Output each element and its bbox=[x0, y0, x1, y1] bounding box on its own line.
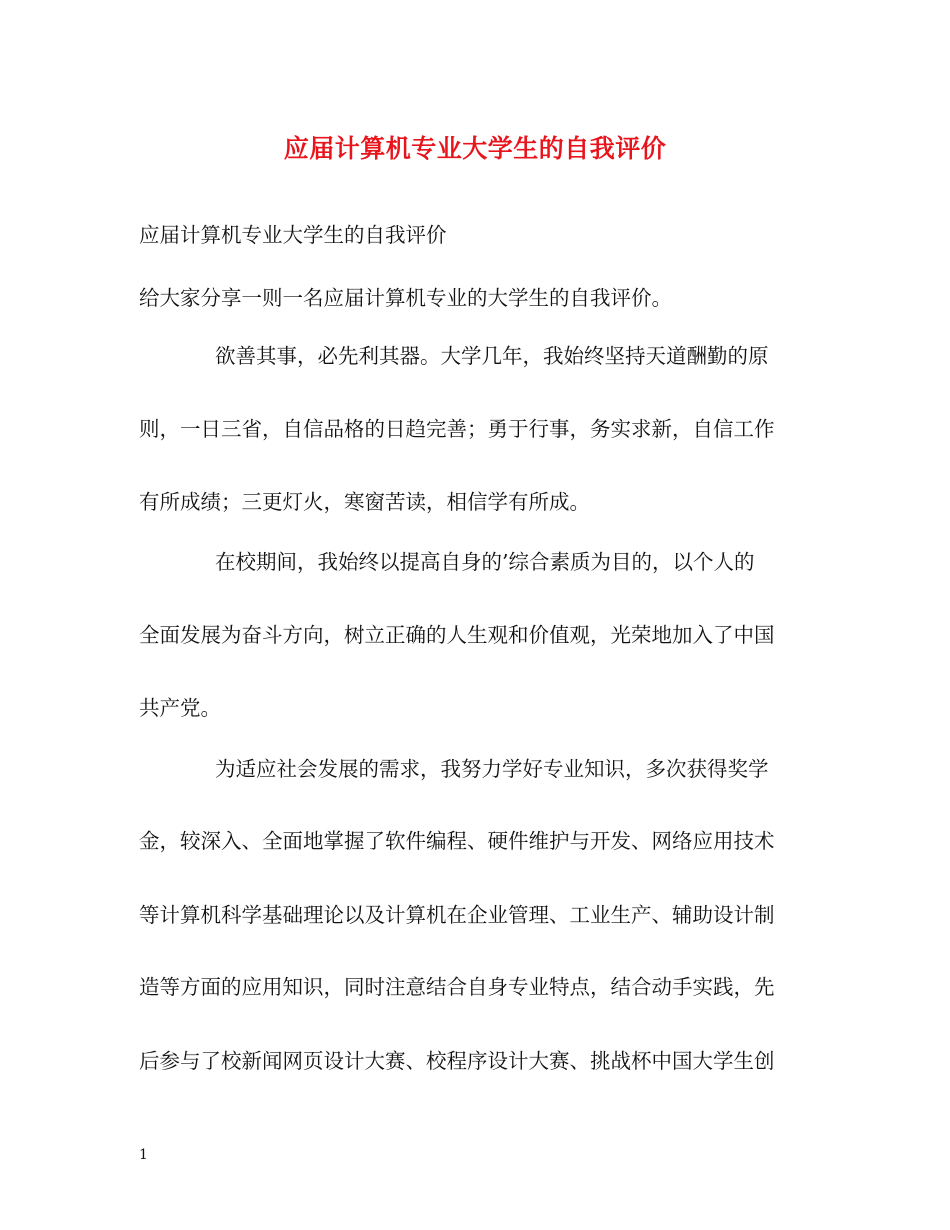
body-line-intro: 给大家分享一则一名应届计算机专业的大学生的自我评价。 bbox=[139, 286, 672, 310]
paragraph-1-line-1: 欲善其事，必先利其器。大学几年，我始终坚持天道酬勤的原 bbox=[215, 344, 769, 368]
paragraph-1-line-2: 则，一日三省，自信品格的日趋完善；勇于行事，务实求新，自信工作 bbox=[139, 417, 775, 441]
paragraph-3-line-4: 造等方面的应用知识，同时注意结合自身专业特点，结合动手实践，先 bbox=[139, 975, 775, 999]
paragraph-2-line-2: 全面发展为奋斗方向，树立正确的人生观和价值观，光荣地加入了中国 bbox=[139, 623, 775, 647]
document-title: 应届计算机专业大学生的自我评价 bbox=[283, 134, 667, 163]
paragraph-3-line-1: 为适应社会发展的需求，我努力学好专业知识，多次获得奖学 bbox=[215, 757, 769, 781]
body-line-subtitle: 应届计算机专业大学生的自我评价 bbox=[139, 223, 447, 247]
paragraph-3-line-2: 金，较深入、全面地掌握了软件编程、硬件维护与开发、网络应用技术 bbox=[139, 829, 775, 853]
page-number: 1 bbox=[139, 1147, 148, 1163]
paragraph-2-line-1: 在校期间，我始终以提高自身的’综合素质为目的，以个人的 bbox=[215, 550, 755, 574]
paragraph-1-line-3: 有所成绩；三更灯火，寒窗苦读，相信学有所成。 bbox=[139, 490, 590, 514]
paragraph-3-line-5: 后参与了校新闻网页设计大赛、校程序设计大赛、挑战杯中国大学生创 bbox=[139, 1049, 775, 1073]
paragraph-3-line-3: 等计算机科学基础理论以及计算机在企业管理、工业生产、辅助设计制 bbox=[139, 903, 775, 927]
paragraph-2-line-3: 共产党。 bbox=[139, 696, 221, 720]
